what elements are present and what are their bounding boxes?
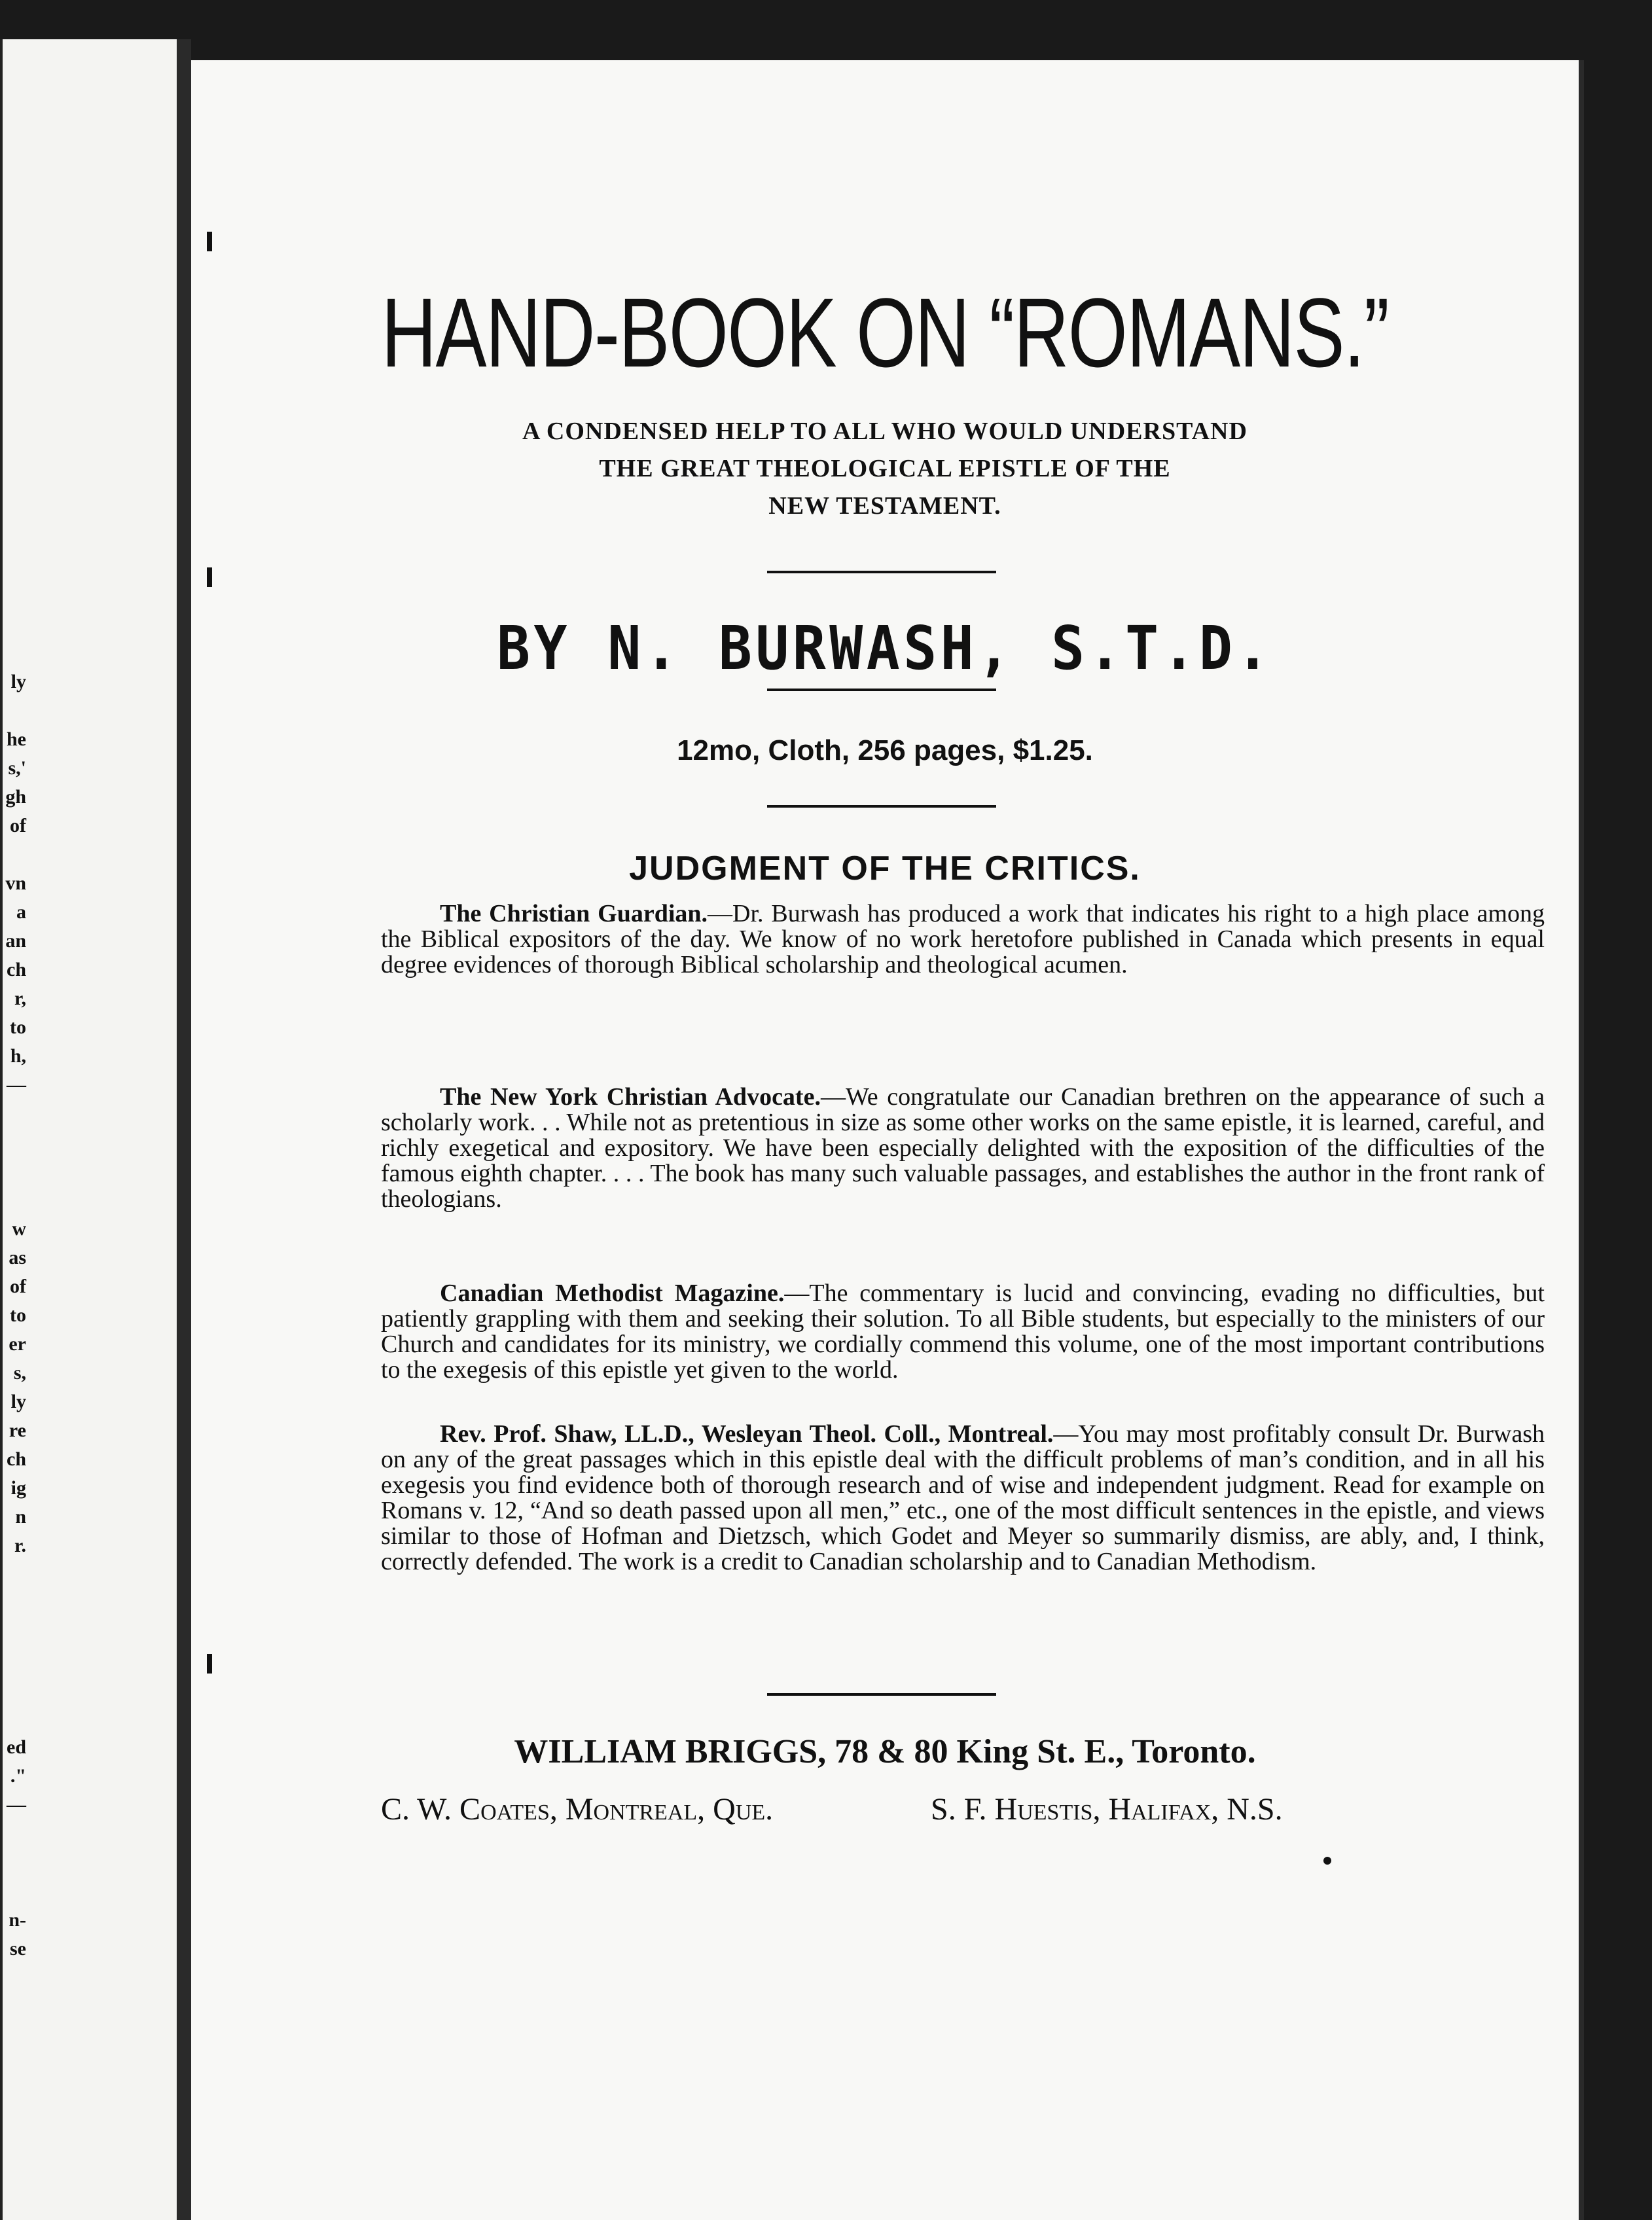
left-page-fragment: to [10, 1304, 26, 1326]
divider-rule [767, 805, 996, 808]
left-page-fragment: to [10, 1016, 26, 1038]
left-page-fragment: s, [13, 1362, 26, 1384]
left-page-fragment: re [9, 1420, 26, 1441]
left-page-fragment [0, 1877, 26, 1906]
edge-mark [207, 232, 212, 251]
left-page-fragment [0, 1157, 26, 1186]
review-source: Canadian Methodist Magazine. [440, 1280, 785, 1307]
left-page-fragment: as [9, 1247, 26, 1268]
left-page-fragment: r. [14, 1535, 26, 1556]
review-text: —We congratulate our Canadian brethren on the appearance of such a scholarly work. . . While not as pretentious in size as some other works on the same epistle, it is learned, careful, and richly exegetical and expository. We have been especially delighted with the exposition of the difficulties of the famous eighth chapter. . . . The book has many such valuable passages, and establishes the author in the front rank of theologians. [381, 1083, 1545, 1213]
left-page-fragment: s,' [8, 757, 26, 779]
review-christian-guardian [381, 901, 1545, 978]
left-page-fragment [0, 1560, 26, 1589]
agent-montreal: C. W. Coates, Montreal, Que. [381, 1792, 774, 1827]
left-page-fragment [0, 1647, 26, 1675]
review-prof-shaw [381, 1422, 1545, 1575]
left-page-fragment: of [10, 1276, 26, 1297]
left-page-fragment: r, [14, 988, 26, 1009]
left-page-fragment: — [7, 1794, 26, 1816]
left-page-fragment [0, 840, 26, 869]
review-text: —You may most profitably consult Dr. Burwash on any of the great passages which in this epistle deal with the difficult problems of man’s condition, and in all his exegesis you find evidence both of thorough research and of wise and independent judgment. Read for example on Romans v. 12, “And so death passed upon all men,” etc., one of the most difficult sentences in the epistle, and views similar to those of Hofman and Dietzsch, which Godet and Meyer so summarily dismiss, are ably, and, I think, correctly defended. The work is a credit to Canadian scholarship and to Canadian Methodism. [381, 1420, 1545, 1575]
left-facing-page [0, 39, 177, 2220]
page-title: HAND-BOOK ON “ROMANS.” [381, 278, 1389, 387]
review-source: The Christian Guardian. [440, 900, 708, 927]
left-page-fragment [0, 1100, 26, 1128]
left-page-fragment: gh [5, 786, 26, 808]
subtitle-line-2: THE GREAT THEOLOGICAL EPISTLE OF THE [599, 455, 1171, 482]
left-page-fragment [0, 1186, 26, 1215]
left-page-fragment: n- [9, 1909, 26, 1931]
review-source: Rev. Prof. Shaw, LL.D., Wesleyan Theol. Coll., Montreal. [440, 1420, 1054, 1448]
left-page-fragment: h, [10, 1045, 26, 1067]
subtitle-line-1: A CONDENSED HELP TO ALL WHO WOULD UNDERSTAND [522, 418, 1248, 445]
left-page-fragment [0, 1589, 26, 1618]
left-page-fragment: he [7, 728, 26, 750]
review-source: The New York Christian Advocate. [440, 1083, 821, 1111]
left-page-fragment [0, 1675, 26, 1704]
left-page-fragment: — [7, 1074, 26, 1096]
left-page-fragment [0, 1848, 26, 1877]
price-line: 12mo, Cloth, 256 pages, $1.25. [677, 734, 1093, 766]
divider-rule [767, 689, 996, 691]
left-page-fragment [0, 1618, 26, 1647]
left-page-fragment [0, 696, 26, 725]
edge-mark [207, 1654, 212, 1674]
left-page-fragment: vn [5, 872, 26, 894]
left-page-fragment: a [16, 901, 26, 923]
left-page-fragment: ig [10, 1477, 26, 1499]
left-page-fragment [0, 1128, 26, 1157]
left-page-fragment: of [10, 815, 26, 836]
book-gutter [177, 39, 191, 2220]
left-page-fragment: n [15, 1506, 26, 1528]
left-page-fragment: ly [10, 671, 26, 692]
edge-mark [207, 567, 212, 587]
divider-rule [767, 571, 996, 573]
left-page-fragment: an [5, 930, 26, 952]
critics-heading: JUDGMENT OF THE CRITICS. [629, 850, 1141, 887]
author-line: BY N. BURWASH, S.T.D. [496, 613, 1274, 683]
left-page-fragment: se [10, 1938, 26, 1960]
review-new-york-christian-advocate [381, 1084, 1545, 1212]
left-page-fragment: ch [7, 959, 26, 980]
advertisement-page [191, 60, 1584, 2220]
divider-rule [767, 1693, 996, 1696]
left-page-fragment: ed [7, 1736, 26, 1758]
subtitle-line-3: NEW TESTAMENT. [768, 492, 1001, 520]
review-text: —The commentary is lucid and convincing, evading no difficulties, but patiently grappling with them and seeking their solution. To all Bible students, but especially to the ministers of our Church and candidates for its ministry, we cordially commend this volume, one of the most important contributions to the exegesis of this epistle yet given to the world. [381, 1280, 1545, 1384]
review-canadian-methodist-magazine [381, 1281, 1545, 1383]
left-page-fragment: ch [7, 1448, 26, 1470]
left-page-text-fragments [0, 668, 26, 1963]
publisher-line: WILLIAM BRIGGS, 78 & 80 King St. E., Toronto. [514, 1733, 1256, 1770]
left-page-fragment [0, 1704, 26, 1733]
review-text: —Dr. Burwash has produced a work that indicates his right to a high place among the Biblical expositors of the day. We know of no work heretofore published in Canada which presents in equal degree evidences of thorough Biblical scholarship and theological acumen. [381, 900, 1545, 978]
agent-halifax: S. F. Huestis, Halifax, N.S. [931, 1792, 1283, 1827]
left-page-fragment: ly [10, 1391, 26, 1412]
left-page-fragment: w [12, 1218, 26, 1240]
left-page-fragment: ." [10, 1765, 26, 1787]
left-page-fragment [0, 1819, 26, 1848]
ink-speck [1323, 1857, 1331, 1865]
left-page-fragment: er [9, 1333, 26, 1355]
